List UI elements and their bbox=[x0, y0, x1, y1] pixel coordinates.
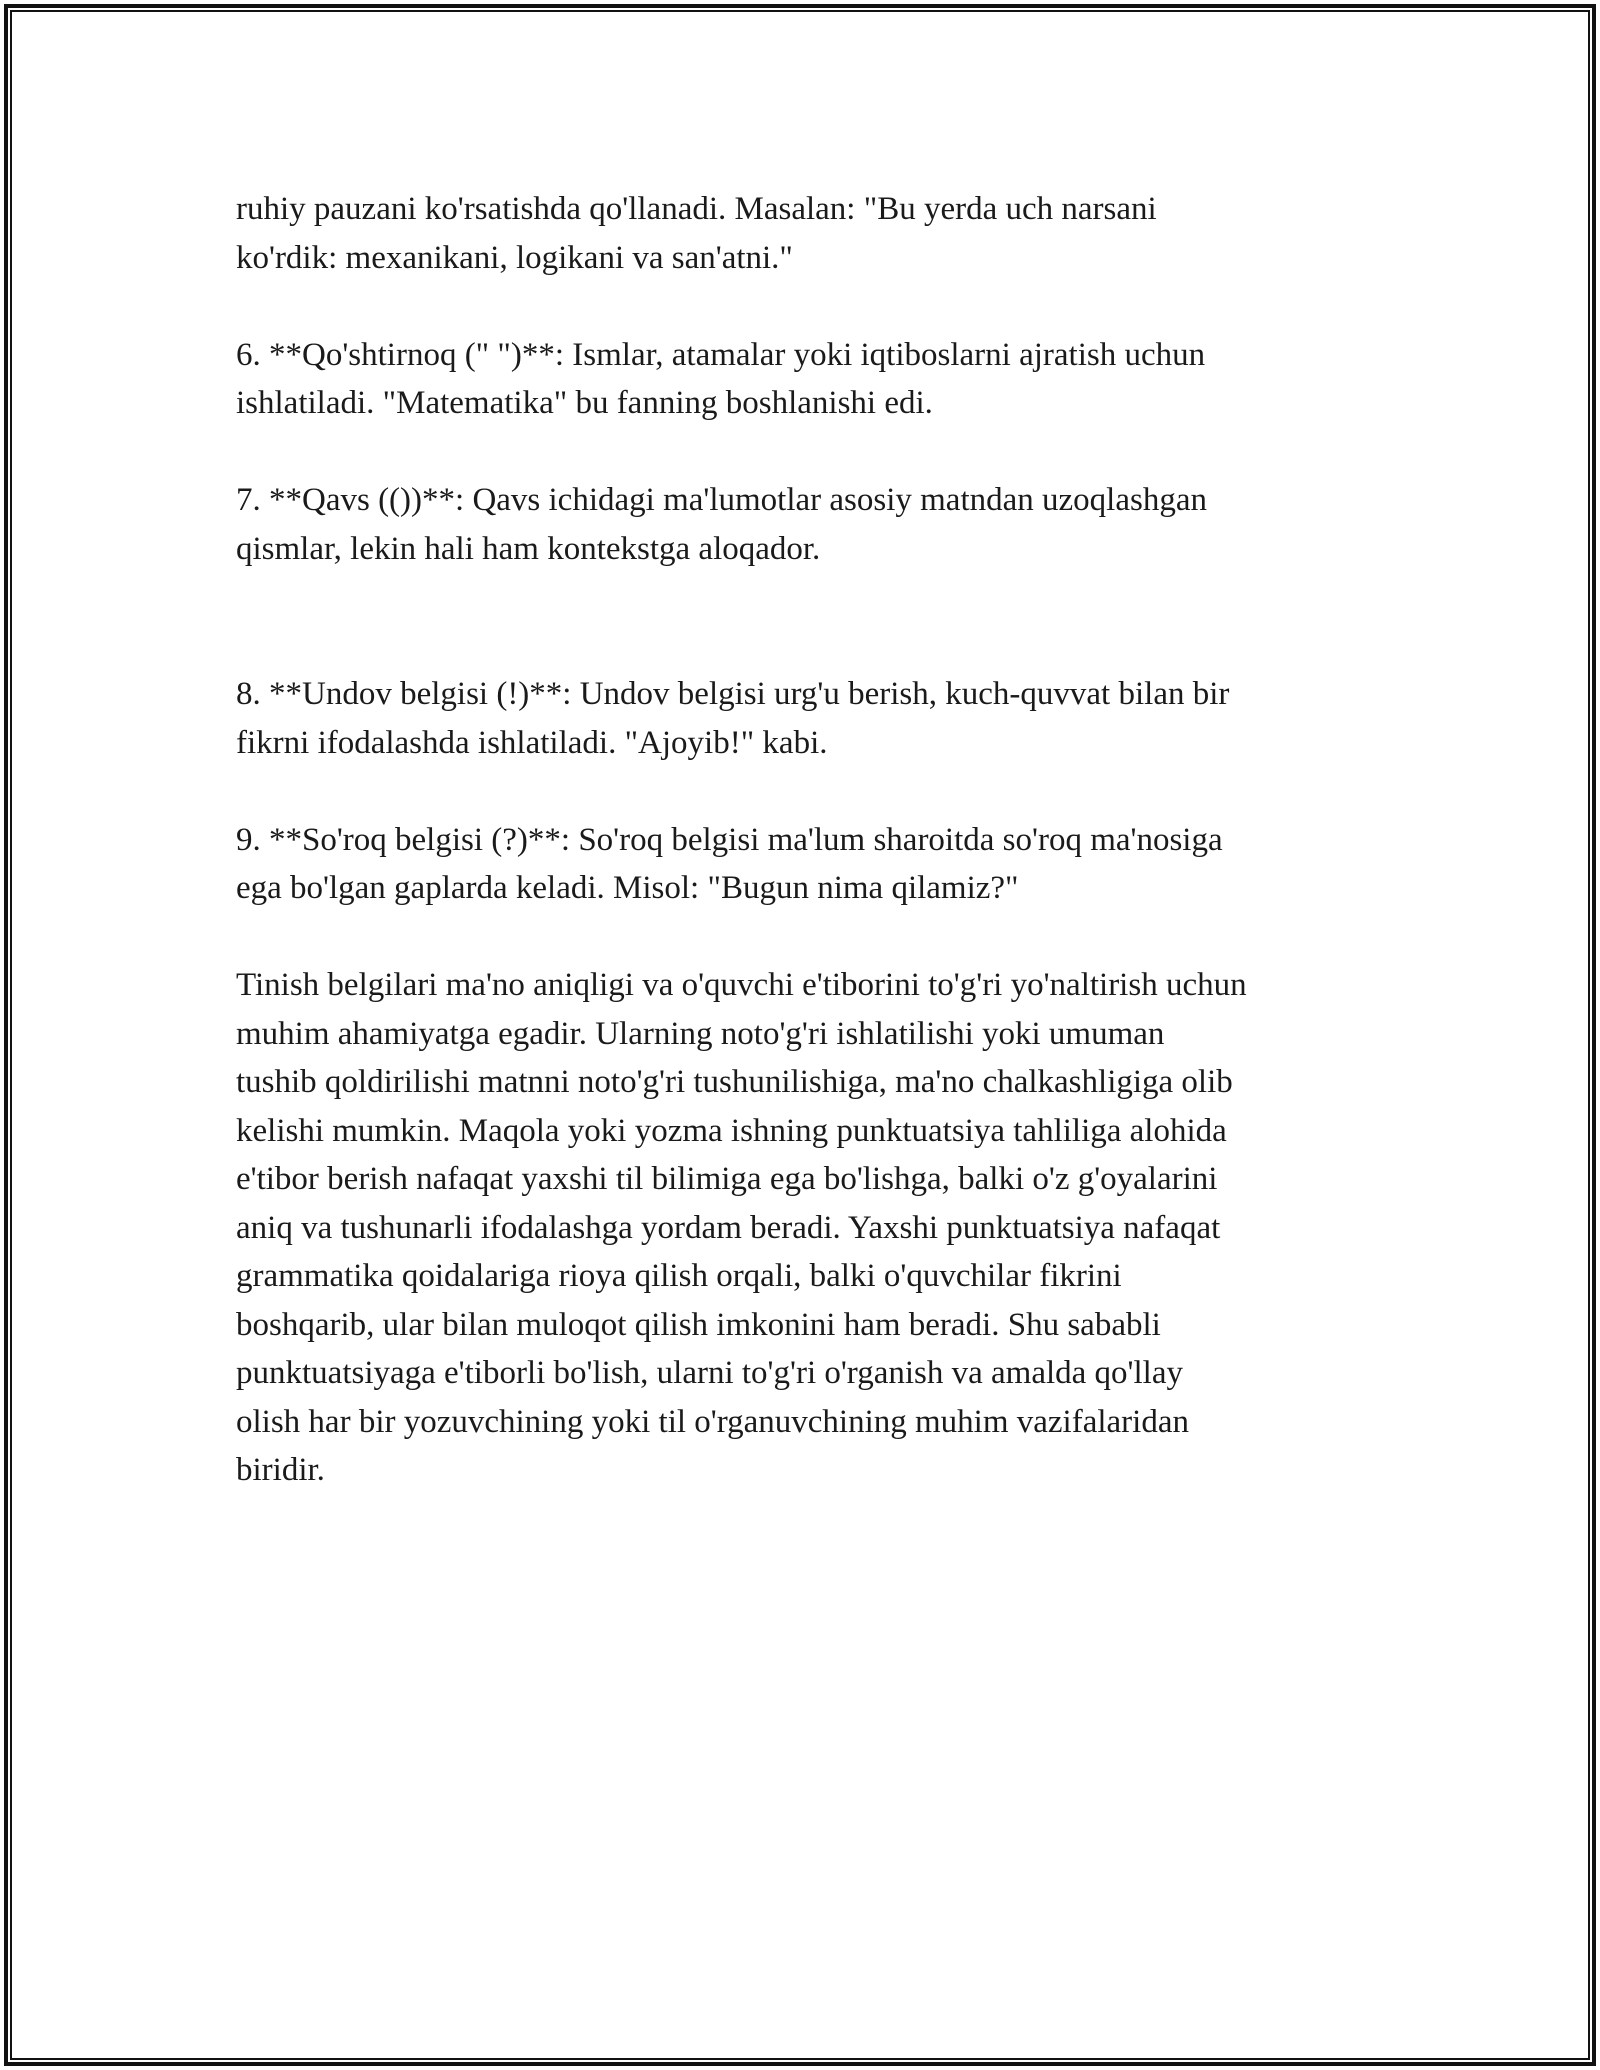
paragraph-spacer bbox=[236, 428, 1376, 477]
list-item-parentheses: 7. **Qavs (())**: Qavs ichidagi ma'lumotlar asosiy matndan uzoqlashgan qismlar, lekin hali ham kontekstga aloqador. bbox=[236, 482, 1207, 567]
list-item-quotation-marks: 6. **Qo'shtirnoq (" ")**: Ismlar, atamalar yoki iqtiboslarni ajratish uchun ishlatiladi. "Matematika" bu fanning boshlanishi edi. bbox=[236, 336, 1206, 421]
list-item-question-mark: 9. **So'roq belgisi (?)**: So'roq belgisi ma'lum sharoitda so'roq ma'nosiga ega bo'lgan gaplarda keladi. Misol: "Bugun nima qilamiz?" bbox=[236, 821, 1223, 906]
paragraph-spacer bbox=[236, 913, 1376, 962]
paragraph-spacer bbox=[236, 573, 1376, 670]
paragraph-spacer bbox=[236, 767, 1376, 816]
conclusion-paragraph: Tinish belgilari ma'no aniqligi va o'quvchi e'tiborini to'g'ri yo'naltirish uchun muhim ahamiyatga egadir. Ularning noto'g'ri ishlatilishi yoki umuman tushib qoldirilishi matnni noto'g'ri tushunilishiga, ma'no chalkashligiga olib kelishi mumkin. Maqola yoki yozma ishning punktuatsiya tahliliga alohida e'tibor berish nafaqat yaxshi til bilimiga ega bo'lishga, balki o'z g'oyalarini aniq va tushunarli ifodalashga yordam beradi. Yaxshi punktuatsiya nafaqat grammatika qoidalariga rioya qilish orqali, balki o'quvchilar fikrini boshqarib, ular bilan muloqot qilish imkonini ham beradi. Shu sababli punktuatsiyaga e'tiborli bo'lish, ularni to'g'ri o'rganish va amalda qo'llay olish har bir yozuvchining yoki til o'rganuvchining muhim vazifalaridan biridir. bbox=[236, 967, 1247, 1488]
paragraph-continuation: ruhiy pauzani ko'rsatishda qo'llanadi. Masalan: "Bu yerda uch narsani ko'rdik: mexanikani, logikani va san'atni." bbox=[236, 191, 1157, 276]
list-item-exclamation-mark: 8. **Undov belgisi (!)**: Undov belgisi urg'u berish, kuch-quvvat bilan bir fikrni ifodalashda ishlatiladi. "Ajoyib!" kabi. bbox=[236, 676, 1230, 761]
document-body bbox=[236, 185, 1376, 1495]
paragraph-spacer bbox=[236, 282, 1376, 331]
